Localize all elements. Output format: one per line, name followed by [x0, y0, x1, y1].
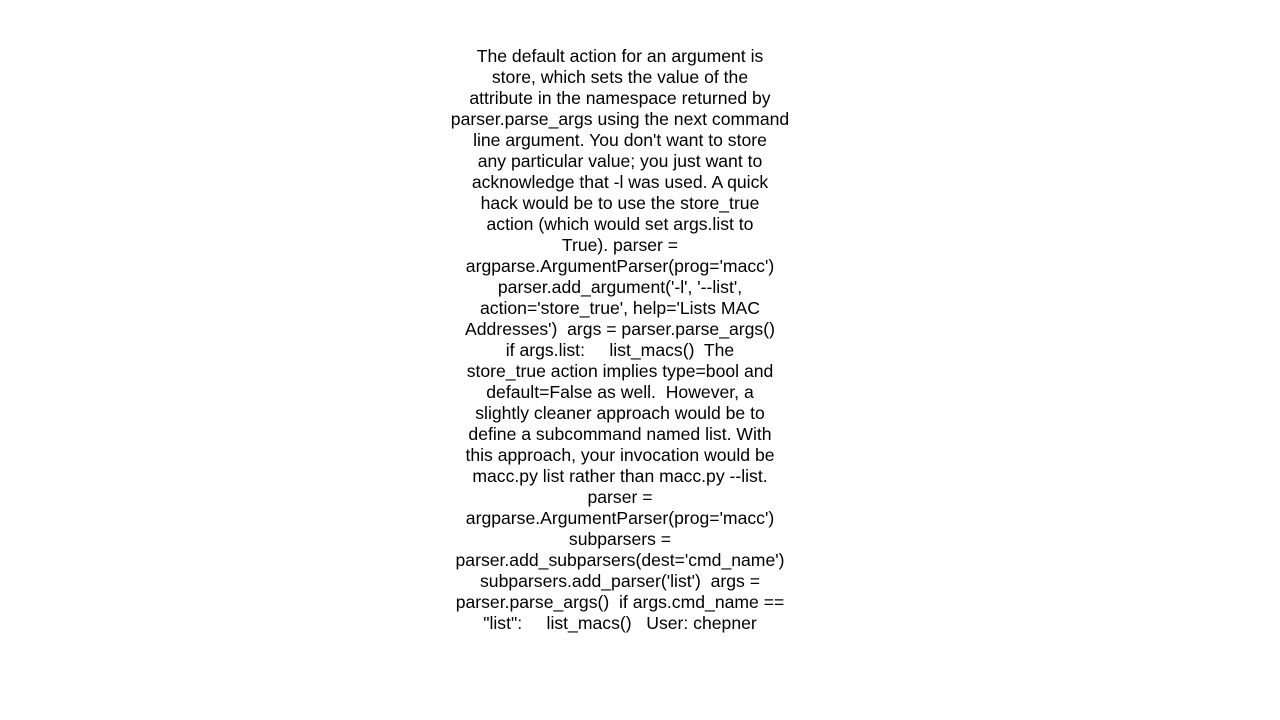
answer-text: The default action for an argument is store, which sets the value of the attribute in the namespace returned by parser.parse_args using the next command line argument. You don't want to store any particular value; you just want to acknowledge that -l was used. A quick hack would be to use the store_true action (which would set args.list to True). parser = argparse.ArgumentParser(prog='macc') parser.add_argument('-l', '--list', action='store_true', help='Lists MAC Addresses') args = parser.parse_args() if args.list: list_macs() The store_true action implies type=bool and default=False as well. However, a slightly cleaner approach would be to define a subcommand named list. With this approach, your invocation would be macc.py list rather than macc.py --list. parser = argparse.ArgumentParser(prog='macc') subparsers = parser.add_subparsers(dest='cmd_name') subparsers.add_parser('list') args = parser.parse_args() if args.cmd_name == "list": list_macs() User: chepner — [450, 46, 790, 633]
